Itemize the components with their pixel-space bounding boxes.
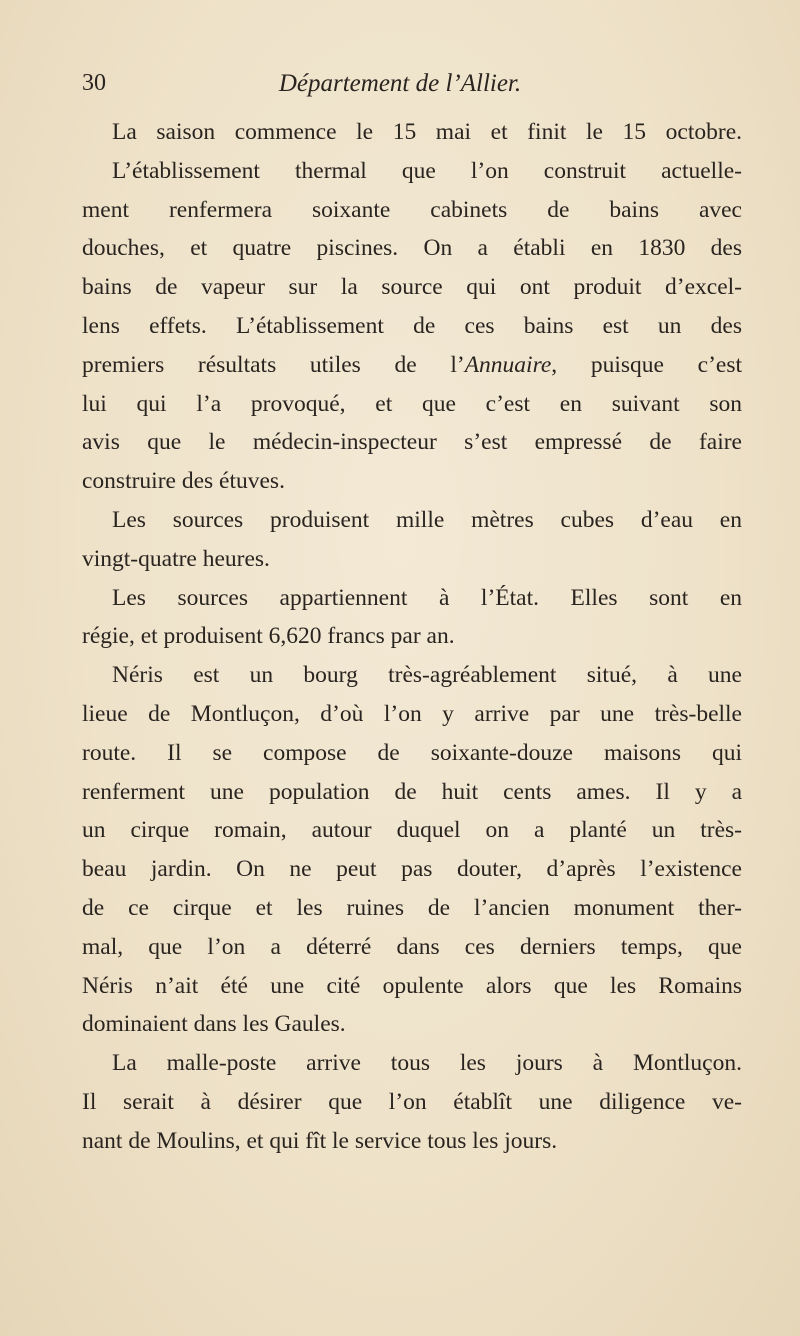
text-line <box>82 346 742 385</box>
text-line <box>82 928 742 967</box>
text-line <box>82 1122 742 1161</box>
text-line-content: route. Il se compose de soixante-douze maisons qui <box>82 739 742 766</box>
text-line-content: construire des étuves. <box>82 468 285 495</box>
text-line-content: lieue de Montluçon, d’où l’on y arrive par une très-belle <box>82 700 742 727</box>
text-line-content: premiers résultats utiles de l’ <box>82 351 465 378</box>
text-line-content: renferment une population de huit cents ames. Il y a <box>82 778 742 805</box>
text-line-content: Néris est un bourg très-agréablement situé, à une <box>112 662 742 689</box>
text-line <box>82 1005 742 1044</box>
text-line <box>82 191 742 230</box>
text-line-content: L’établissement thermal que l’on construit actuelle- <box>112 157 742 184</box>
text-line <box>82 423 742 462</box>
text-line-content: avis que le médecin-inspecteur s’est empressé de faire <box>82 429 742 456</box>
text-line-content: lui qui l’a provoqué, et que c’est en suivant son <box>82 390 742 417</box>
text-line <box>82 152 742 191</box>
text-line <box>82 501 742 540</box>
page-header <box>82 70 718 110</box>
text-line-content: un cirque romain, autour duquel on a planté un très- <box>82 817 742 844</box>
text-line-content: mal, que l’on a déterré dans ces derniers temps, que <box>82 933 742 960</box>
text-line-content: ment renfermera soixante cabinets de bains avec <box>82 196 742 223</box>
text-line <box>82 889 742 928</box>
text-line <box>82 307 742 346</box>
text-line-content: La saison commence le 15 mai et finit le 15 octobre. <box>112 119 742 145</box>
text-line-content: beau jardin. On ne peut pas douter, d’après l’existence <box>82 856 742 883</box>
text-line <box>82 617 742 656</box>
body-text <box>82 113 742 1161</box>
text-line-content: Les sources appartiennent à l’État. Elles sont en <box>112 584 742 611</box>
text-line-content: Les sources produisent mille mètres cubes d’eau en <box>112 506 742 533</box>
text-line <box>82 579 742 618</box>
text-line <box>82 811 742 850</box>
italic-title: Annuaire <box>464 351 552 378</box>
text-line-content: La malle-poste arrive tous les jours à Montluçon. <box>112 1050 742 1077</box>
text-line <box>82 268 742 307</box>
text-line <box>82 229 742 268</box>
text-line <box>82 656 742 695</box>
text-line-content: bains de vapeur sur la source qui ont produit d’excel- <box>82 274 742 301</box>
text-line <box>82 1044 742 1083</box>
text-line-continuation: , puisque c’est <box>551 351 742 378</box>
text-line-content: Néris n’ait été une cité opulente alors que les Romains <box>82 972 742 999</box>
text-line <box>82 1083 742 1122</box>
text-line-content: régie, et produisent 6,620 francs par an. <box>82 623 455 650</box>
text-line <box>82 967 742 1006</box>
text-line-content: nant de Moulins, et qui fît le service tous les jours. <box>82 1127 558 1154</box>
text-line <box>82 113 742 152</box>
page-number: 30 <box>82 70 106 96</box>
text-line <box>82 850 742 889</box>
text-line <box>82 773 742 812</box>
text-line-content: dominaient dans les Gaules. <box>82 1011 346 1038</box>
text-line-content: lens effets. L’établissement de ces bains est un des <box>82 312 742 339</box>
text-line-content: Il serait à désirer que l’on établît une diligence ve- <box>82 1088 742 1115</box>
text-line <box>82 734 742 773</box>
text-line <box>82 695 742 734</box>
text-line-content: douches, et quatre piscines. On a établi en 1830 des <box>82 235 742 262</box>
text-line-content: de ce cirque et les ruines de l’ancien monument ther- <box>82 894 742 921</box>
text-line <box>82 540 742 579</box>
text-line <box>82 385 742 424</box>
text-line <box>82 462 742 501</box>
text-line-content: vingt-quatre heures. <box>82 545 270 572</box>
running-title: Département de l’Allier. <box>278 70 522 97</box>
